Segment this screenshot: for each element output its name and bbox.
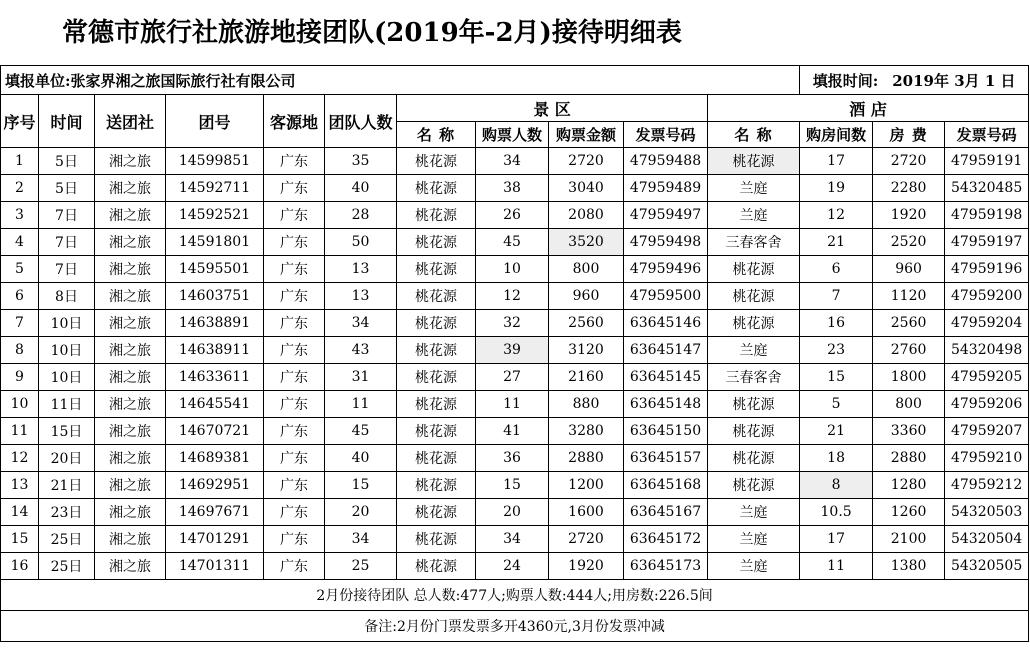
scenic-invoice-cell: 63645157 <box>624 445 708 472</box>
agency-cell: 湘之旅 <box>95 283 166 310</box>
seq-cell: 12 <box>1 445 39 472</box>
seq-cell: 4 <box>1 229 39 256</box>
header-scenic-invoice: 发票号码 <box>624 122 708 148</box>
group-size-cell: 13 <box>325 256 397 283</box>
agency-cell: 湘之旅 <box>95 310 166 337</box>
rooms-cell: 17 <box>800 148 873 175</box>
tickets-cell: 41 <box>476 418 549 445</box>
tickets-cell: 38 <box>476 175 549 202</box>
hotel-invoice-cell: 54320498 <box>945 337 1029 364</box>
hotel-name-cell: 三春客舍 <box>708 364 800 391</box>
origin-cell: 广东 <box>264 256 325 283</box>
date-cell: 10日 <box>39 364 95 391</box>
scenic-name-cell: 桃花源 <box>397 337 476 364</box>
table-row <box>1 202 1029 229</box>
summary-row <box>1 580 1029 611</box>
scenic-invoice-cell: 63645148 <box>624 391 708 418</box>
agency-cell: 湘之旅 <box>95 553 166 580</box>
origin-cell: 广东 <box>264 499 325 526</box>
ticket-amount-cell: 880 <box>549 391 624 418</box>
room-fee-cell: 2520 <box>873 229 945 256</box>
agency-cell: 湘之旅 <box>95 445 166 472</box>
table-row <box>1 337 1029 364</box>
rooms-cell: 19 <box>800 175 873 202</box>
origin-cell: 广东 <box>264 229 325 256</box>
rooms-cell: 5 <box>800 391 873 418</box>
scenic-invoice-cell: 63645150 <box>624 418 708 445</box>
hotel-invoice-cell: 54320505 <box>945 553 1029 580</box>
table-row <box>1 472 1029 499</box>
group-size-cell: 15 <box>325 472 397 499</box>
agency-cell: 湘之旅 <box>95 256 166 283</box>
scenic-name-cell: 桃花源 <box>397 364 476 391</box>
tickets-cell: 45 <box>476 229 549 256</box>
header-hotel: 酒 店 <box>708 95 1029 122</box>
scenic-invoice-cell: 47959488 <box>624 148 708 175</box>
note-row <box>1 611 1029 642</box>
header-group-no: 团号 <box>166 95 264 148</box>
date-cell: 21日 <box>39 472 95 499</box>
table-row <box>1 256 1029 283</box>
page-title <box>0 0 1030 64</box>
rooms-cell: 23 <box>800 337 873 364</box>
scenic-invoice-cell: 47959497 <box>624 202 708 229</box>
rooms-cell: 15 <box>800 364 873 391</box>
seq-cell: 9 <box>1 364 39 391</box>
table-row <box>1 445 1029 472</box>
hotel-invoice-cell: 47959206 <box>945 391 1029 418</box>
origin-cell: 广东 <box>264 553 325 580</box>
date-cell: 11日 <box>39 391 95 418</box>
group-no-cell: 14645541 <box>166 391 264 418</box>
seq-cell: 7 <box>1 310 39 337</box>
scenic-name-cell: 桃花源 <box>397 499 476 526</box>
rooms-cell: 6 <box>800 256 873 283</box>
hotel-invoice-cell: 47959196 <box>945 256 1029 283</box>
group-no-cell: 14697671 <box>166 499 264 526</box>
room-fee-cell: 2560 <box>873 310 945 337</box>
tickets-cell: 11 <box>476 391 549 418</box>
rooms-cell: 17 <box>800 526 873 553</box>
date-cell: 5日 <box>39 175 95 202</box>
ticket-amount-cell: 1600 <box>549 499 624 526</box>
hotel-invoice-cell: 54320503 <box>945 499 1029 526</box>
date-cell: 25日 <box>39 553 95 580</box>
scenic-invoice-cell: 47959496 <box>624 256 708 283</box>
agency-cell: 湘之旅 <box>95 391 166 418</box>
group-no-cell: 14689381 <box>166 445 264 472</box>
room-fee-cell: 1120 <box>873 283 945 310</box>
header-ticket-amount: 购票金额 <box>549 122 624 148</box>
agency-cell: 湘之旅 <box>95 526 166 553</box>
rooms-cell: 18 <box>800 445 873 472</box>
origin-cell: 广东 <box>264 310 325 337</box>
group-no-cell: 14670721 <box>166 418 264 445</box>
seq-cell: 10 <box>1 391 39 418</box>
date-cell: 20日 <box>39 445 95 472</box>
group-no-cell: 14595501 <box>166 256 264 283</box>
hotel-name-cell: 兰庭 <box>708 202 800 229</box>
header-room-fee: 房 费 <box>873 122 945 148</box>
seq-cell: 3 <box>1 202 39 229</box>
hotel-invoice-cell: 47959191 <box>945 148 1029 175</box>
seq-cell: 1 <box>1 148 39 175</box>
ticket-amount-cell: 2720 <box>549 148 624 175</box>
agency-cell: 湘之旅 <box>95 202 166 229</box>
title-text: 常德市旅行社旅游地接团队(2019年-2月)接待明细表 <box>62 18 682 48</box>
group-no-cell: 14603751 <box>166 283 264 310</box>
table-row <box>1 283 1029 310</box>
reporting-time <box>800 66 1029 95</box>
header-seq: 序号 <box>1 95 39 148</box>
hotel-name-cell: 兰庭 <box>708 337 800 364</box>
header-group-size: 团队人数 <box>325 95 397 148</box>
scenic-name-cell: 桃花源 <box>397 391 476 418</box>
scenic-name-cell: 桃花源 <box>397 418 476 445</box>
origin-cell: 广东 <box>264 445 325 472</box>
scenic-invoice-cell: 63645172 <box>624 526 708 553</box>
table-row <box>1 148 1029 175</box>
seq-cell: 14 <box>1 499 39 526</box>
table-row <box>1 526 1029 553</box>
hotel-invoice-cell: 47959197 <box>945 229 1029 256</box>
reporting-time-value: 2019年 3月 1 日 <box>892 71 1016 90</box>
ticket-amount-cell: 1920 <box>549 553 624 580</box>
hotel-invoice-cell: 47959198 <box>945 202 1029 229</box>
ticket-amount-cell: 3280 <box>549 418 624 445</box>
header-hotel-invoice: 发票号码 <box>945 122 1029 148</box>
note-text: 备注:2月份门票发票多开4360元,3月份发票冲减 <box>1 611 1029 642</box>
hotel-name-cell: 三春客舍 <box>708 229 800 256</box>
date-cell: 7日 <box>39 229 95 256</box>
group-size-cell: 11 <box>325 391 397 418</box>
tickets-cell: 12 <box>476 283 549 310</box>
agency-cell: 湘之旅 <box>95 175 166 202</box>
group-no-cell: 14701291 <box>166 526 264 553</box>
tickets-cell: 36 <box>476 445 549 472</box>
group-size-cell: 45 <box>325 418 397 445</box>
scenic-name-cell: 桃花源 <box>397 229 476 256</box>
table-row <box>1 553 1029 580</box>
reception-detail-table <box>0 65 1029 642</box>
ticket-amount-cell: 3040 <box>549 175 624 202</box>
origin-cell: 广东 <box>264 391 325 418</box>
scenic-name-cell: 桃花源 <box>397 472 476 499</box>
group-no-cell: 14692951 <box>166 472 264 499</box>
scenic-name-cell: 桃花源 <box>397 310 476 337</box>
room-fee-cell: 2280 <box>873 175 945 202</box>
hotel-invoice-cell: 47959204 <box>945 310 1029 337</box>
rooms-cell: 12 <box>800 202 873 229</box>
date-cell: 8日 <box>39 283 95 310</box>
group-no-cell: 14638891 <box>166 310 264 337</box>
header-hotel-name: 名 称 <box>708 122 800 148</box>
hotel-invoice-cell: 54320504 <box>945 526 1029 553</box>
tickets-cell: 34 <box>476 526 549 553</box>
hotel-invoice-cell: 47959205 <box>945 364 1029 391</box>
ticket-amount-cell: 2880 <box>549 445 624 472</box>
seq-cell: 6 <box>1 283 39 310</box>
room-fee-cell: 2720 <box>873 148 945 175</box>
room-fee-cell: 800 <box>873 391 945 418</box>
date-cell: 5日 <box>39 148 95 175</box>
tickets-cell: 39 <box>476 337 549 364</box>
table-row <box>1 364 1029 391</box>
ticket-amount-cell: 2560 <box>549 310 624 337</box>
table-row <box>1 175 1029 202</box>
rooms-cell: 10.5 <box>800 499 873 526</box>
group-size-cell: 34 <box>325 526 397 553</box>
group-size-cell: 25 <box>325 553 397 580</box>
hotel-name-cell: 兰庭 <box>708 553 800 580</box>
origin-cell: 广东 <box>264 472 325 499</box>
scenic-name-cell: 桃花源 <box>397 445 476 472</box>
group-no-cell: 14592711 <box>166 175 264 202</box>
group-size-cell: 50 <box>325 229 397 256</box>
origin-cell: 广东 <box>264 148 325 175</box>
date-cell: 7日 <box>39 202 95 229</box>
group-size-cell: 13 <box>325 283 397 310</box>
tickets-cell: 26 <box>476 202 549 229</box>
hotel-invoice-cell: 47959212 <box>945 472 1029 499</box>
date-cell: 25日 <box>39 526 95 553</box>
group-no-cell: 14592521 <box>166 202 264 229</box>
agency-cell: 湘之旅 <box>95 418 166 445</box>
hotel-name-cell: 桃花源 <box>708 148 800 175</box>
ticket-amount-cell: 960 <box>549 283 624 310</box>
group-size-cell: 40 <box>325 175 397 202</box>
scenic-name-cell: 桃花源 <box>397 283 476 310</box>
agency-cell: 湘之旅 <box>95 229 166 256</box>
hotel-name-cell: 桃花源 <box>708 445 800 472</box>
date-cell: 10日 <box>39 337 95 364</box>
header-agency: 送团社 <box>95 95 166 148</box>
room-fee-cell: 2880 <box>873 445 945 472</box>
group-size-cell: 43 <box>325 337 397 364</box>
header-scenic-name: 名 称 <box>397 122 476 148</box>
tickets-cell: 10 <box>476 256 549 283</box>
room-fee-cell: 960 <box>873 256 945 283</box>
seq-cell: 15 <box>1 526 39 553</box>
scenic-invoice-cell: 47959498 <box>624 229 708 256</box>
agency-cell: 湘之旅 <box>95 364 166 391</box>
table-row <box>1 391 1029 418</box>
hotel-name-cell: 兰庭 <box>708 526 800 553</box>
seq-cell: 13 <box>1 472 39 499</box>
hotel-name-cell: 桃花源 <box>708 472 800 499</box>
summary-text: 2月份接待团队 总人数:477人;购票人数:444人;用房数:226.5间 <box>1 580 1029 611</box>
rooms-cell: 16 <box>800 310 873 337</box>
room-fee-cell: 1380 <box>873 553 945 580</box>
group-size-cell: 40 <box>325 445 397 472</box>
hotel-name-cell: 桃花源 <box>708 391 800 418</box>
hotel-invoice-cell: 47959207 <box>945 418 1029 445</box>
group-no-cell: 14638911 <box>166 337 264 364</box>
scenic-invoice-cell: 63645146 <box>624 310 708 337</box>
scenic-name-cell: 桃花源 <box>397 202 476 229</box>
header-rooms: 购房间数 <box>800 122 873 148</box>
hotel-invoice-cell: 47959210 <box>945 445 1029 472</box>
scenic-name-cell: 桃花源 <box>397 256 476 283</box>
ticket-amount-cell: 3520 <box>549 229 624 256</box>
tickets-cell: 32 <box>476 310 549 337</box>
hotel-name-cell: 桃花源 <box>708 310 800 337</box>
scenic-invoice-cell: 47959489 <box>624 175 708 202</box>
scenic-invoice-cell: 63645168 <box>624 472 708 499</box>
room-fee-cell: 1280 <box>873 472 945 499</box>
agency-cell: 湘之旅 <box>95 472 166 499</box>
origin-cell: 广东 <box>264 337 325 364</box>
room-fee-cell: 3360 <box>873 418 945 445</box>
origin-cell: 广东 <box>264 283 325 310</box>
agency-cell: 湘之旅 <box>95 499 166 526</box>
rooms-cell: 8 <box>800 472 873 499</box>
hotel-name-cell: 兰庭 <box>708 499 800 526</box>
agency-cell: 湘之旅 <box>95 337 166 364</box>
room-fee-cell: 2760 <box>873 337 945 364</box>
origin-cell: 广东 <box>264 418 325 445</box>
reporting-unit: 填报单位:张家界湘之旅国际旅行社有限公司 <box>1 66 800 95</box>
ticket-amount-cell: 1200 <box>549 472 624 499</box>
group-no-cell: 14599851 <box>166 148 264 175</box>
table-row <box>1 499 1029 526</box>
tickets-cell: 27 <box>476 364 549 391</box>
ticket-amount-cell: 800 <box>549 256 624 283</box>
rooms-cell: 7 <box>800 283 873 310</box>
rooms-cell: 21 <box>800 229 873 256</box>
seq-cell: 16 <box>1 553 39 580</box>
tickets-cell: 15 <box>476 472 549 499</box>
group-size-cell: 34 <box>325 310 397 337</box>
origin-cell: 广东 <box>264 175 325 202</box>
hotel-name-cell: 兰庭 <box>708 175 800 202</box>
group-size-cell: 31 <box>325 364 397 391</box>
tickets-cell: 34 <box>476 148 549 175</box>
table-row <box>1 229 1029 256</box>
ticket-amount-cell: 2080 <box>549 202 624 229</box>
origin-cell: 广东 <box>264 526 325 553</box>
agency-cell: 湘之旅 <box>95 148 166 175</box>
seq-cell: 11 <box>1 418 39 445</box>
room-fee-cell: 1920 <box>873 202 945 229</box>
table-row <box>1 310 1029 337</box>
group-size-cell: 35 <box>325 148 397 175</box>
rooms-cell: 21 <box>800 418 873 445</box>
seq-cell: 5 <box>1 256 39 283</box>
group-no-cell: 14633611 <box>166 364 264 391</box>
scenic-name-cell: 桃花源 <box>397 553 476 580</box>
header-scenic: 景 区 <box>397 95 708 122</box>
reporting-time-label: 填报时间: <box>812 71 879 90</box>
hotel-invoice-cell: 47959200 <box>945 283 1029 310</box>
room-fee-cell: 1260 <box>873 499 945 526</box>
scenic-name-cell: 桃花源 <box>397 526 476 553</box>
ticket-amount-cell: 3120 <box>549 337 624 364</box>
hotel-name-cell: 桃花源 <box>708 283 800 310</box>
ticket-amount-cell: 2160 <box>549 364 624 391</box>
scenic-invoice-cell: 63645147 <box>624 337 708 364</box>
scenic-invoice-cell: 63645167 <box>624 499 708 526</box>
hotel-name-cell: 桃花源 <box>708 418 800 445</box>
tickets-cell: 24 <box>476 553 549 580</box>
date-cell: 15日 <box>39 418 95 445</box>
room-fee-cell: 2100 <box>873 526 945 553</box>
hotel-invoice-cell: 54320485 <box>945 175 1029 202</box>
header-tickets: 购票人数 <box>476 122 549 148</box>
header-row-1 <box>1 95 1029 122</box>
seq-cell: 8 <box>1 337 39 364</box>
group-no-cell: 14591801 <box>166 229 264 256</box>
ticket-amount-cell: 2720 <box>549 526 624 553</box>
origin-cell: 广东 <box>264 202 325 229</box>
date-cell: 7日 <box>39 256 95 283</box>
group-no-cell: 14701311 <box>166 553 264 580</box>
date-cell: 23日 <box>39 499 95 526</box>
table-row <box>1 418 1029 445</box>
header-time: 时间 <box>39 95 95 148</box>
rooms-cell: 11 <box>800 553 873 580</box>
scenic-name-cell: 桃花源 <box>397 148 476 175</box>
origin-cell: 广东 <box>264 364 325 391</box>
date-cell: 10日 <box>39 310 95 337</box>
group-size-cell: 20 <box>325 499 397 526</box>
seq-cell: 2 <box>1 175 39 202</box>
scenic-invoice-cell: 63645173 <box>624 553 708 580</box>
scenic-invoice-cell: 47959500 <box>624 283 708 310</box>
hotel-name-cell: 桃花源 <box>708 256 800 283</box>
room-fee-cell: 1800 <box>873 364 945 391</box>
scenic-name-cell: 桃花源 <box>397 175 476 202</box>
info-row <box>1 66 1029 95</box>
scenic-invoice-cell: 63645145 <box>624 364 708 391</box>
group-size-cell: 28 <box>325 202 397 229</box>
tickets-cell: 20 <box>476 499 549 526</box>
header-origin: 客源地 <box>264 95 325 148</box>
